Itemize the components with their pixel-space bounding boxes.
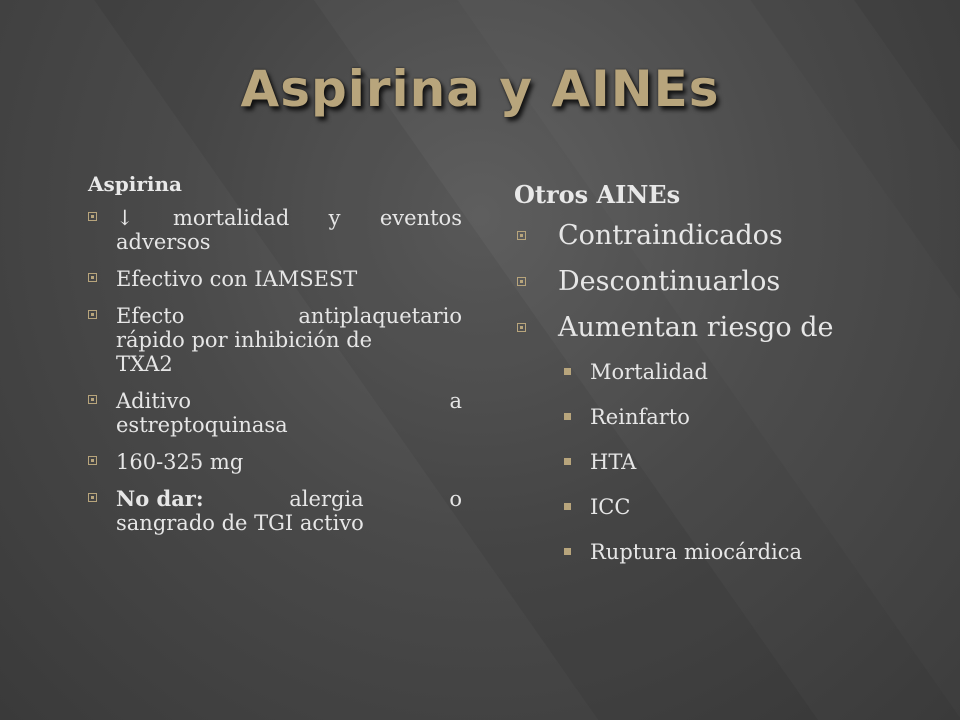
list-item-text: Aumentan riesgo de: [558, 312, 834, 343]
square-bullet-icon: [517, 323, 526, 332]
sub-list-item: [514, 359, 914, 385]
aspirina-column: [88, 172, 462, 548]
list-item-line: Aditivo a: [116, 389, 462, 413]
sub-list-item-text: Ruptura miocárdica: [590, 540, 803, 564]
list-item-line: No dar: alergia o: [116, 486, 462, 511]
list-item: [88, 206, 462, 254]
sub-list-item: [514, 494, 914, 520]
aspirina-heading: Aspirina: [88, 172, 182, 196]
list-item-line: TXA2: [116, 352, 173, 376]
list-item-text: Descontinuarlos: [558, 266, 781, 297]
list-item-text: Contraindicados: [558, 220, 783, 251]
square-bullet-icon: [88, 493, 97, 502]
sub-list-item-text: ICC: [590, 495, 631, 519]
sub-list-item-text: HTA: [590, 450, 637, 474]
list-item: [514, 221, 914, 251]
otros-aines-heading: Otros AINEs: [514, 180, 681, 209]
list-item: [88, 304, 462, 376]
list-item-line: estreptoquinasa: [116, 413, 288, 437]
sub-list-item-text: Reinfarto: [590, 405, 690, 429]
sub-list-item: [514, 404, 914, 430]
square-bullet-icon: [88, 212, 97, 221]
list-item-line: rápido por inhibición de: [116, 328, 373, 352]
sub-list-item-text: Mortalidad: [590, 360, 708, 384]
list-item: [88, 389, 462, 437]
square-bullet-icon: [517, 231, 526, 240]
square-bullet-icon: [88, 273, 97, 282]
list-item-line: ↓ mortalidad y eventos: [116, 206, 462, 230]
aspirina-list: [88, 206, 462, 535]
square-bullet-icon: [88, 310, 97, 319]
filled-square-bullet-icon: [564, 503, 571, 510]
filled-square-bullet-icon: [564, 548, 571, 555]
filled-square-bullet-icon: [564, 413, 571, 420]
list-item-text: 160-325 mg: [116, 450, 244, 474]
list-item: [88, 487, 462, 535]
list-item: [514, 267, 914, 297]
list-item: [88, 450, 462, 474]
warning-label: No dar:: [116, 486, 204, 511]
list-item-line: adversos: [116, 230, 211, 254]
square-bullet-icon: [517, 277, 526, 286]
otros-aines-column: [514, 180, 914, 584]
square-bullet-icon: [88, 395, 97, 404]
filled-square-bullet-icon: [564, 458, 571, 465]
filled-square-bullet-icon: [564, 368, 571, 375]
list-item-line: Efecto antiplaquetario: [116, 304, 462, 328]
list-item-line: sangrado de TGI activo: [116, 511, 364, 535]
list-item: [88, 267, 462, 291]
otros-aines-list: [514, 221, 914, 565]
slide-title: Aspirina y AINEs: [240, 60, 720, 118]
sub-list-item: [514, 449, 914, 475]
list-item: [514, 313, 914, 343]
list-item-text: Efectivo con IAMSEST: [116, 267, 358, 291]
square-bullet-icon: [88, 456, 97, 465]
sub-list-item: [514, 539, 914, 565]
